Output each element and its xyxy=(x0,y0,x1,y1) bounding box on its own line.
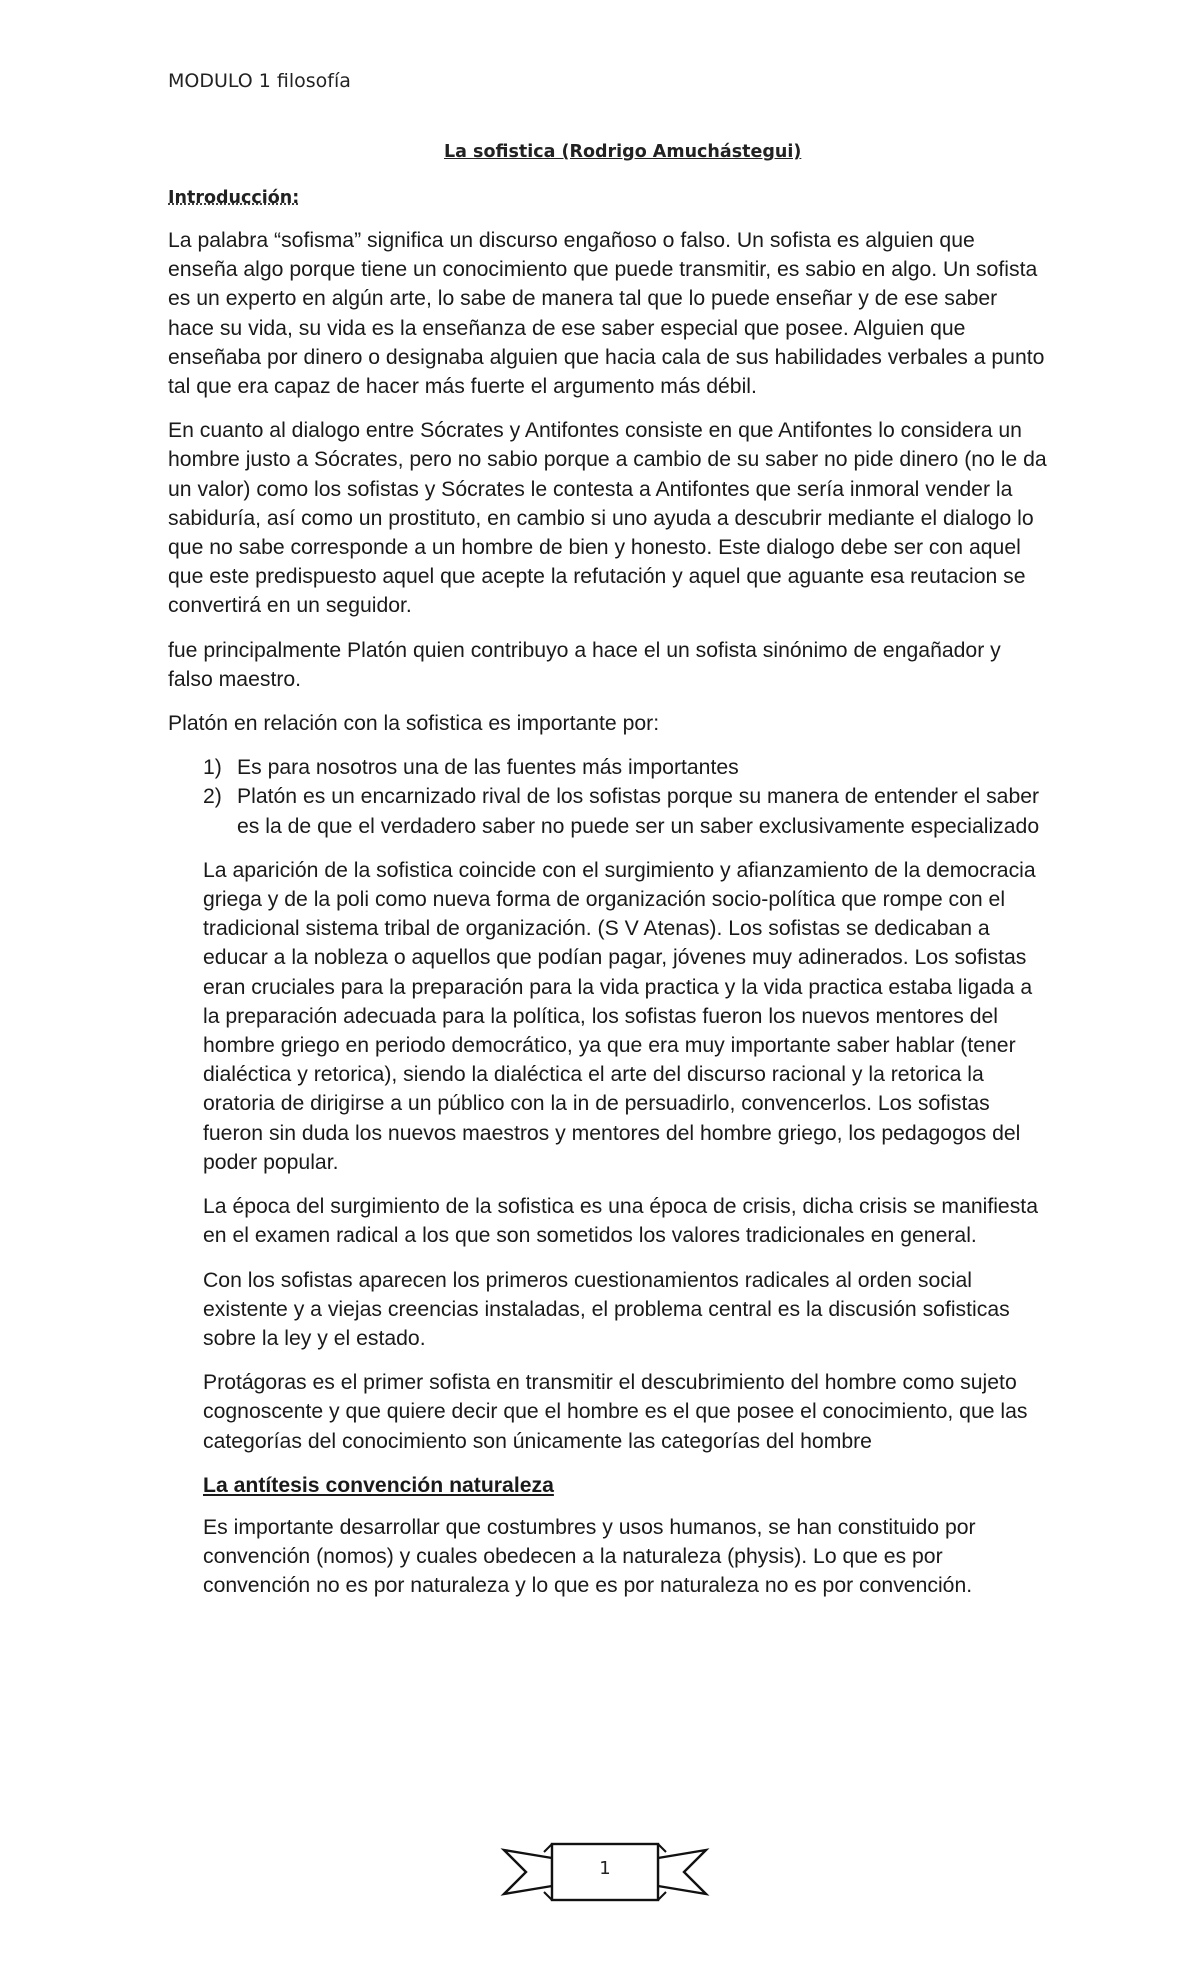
paragraph: La palabra “sofisma” significa un discurso engañoso o falso. Un sofista es alguien que enseña algo porque tiene un conocimiento que puede transmitir, es sabio en algo. Un sofista es un experto en algún arte, lo sabe de manera tal que lo puede enseñar y de ese saber hace su vida, su vida es la enseñanza de ese saber especial que posee. Alguien que enseñaba por dinero o designaba alguien que hacia cala de sus habilidades verbales a punto tal que era capaz de hacer más fuerte el argumento más débil. xyxy=(168,229,1045,399)
list-number: 2) xyxy=(203,785,222,809)
page-number: 1 xyxy=(599,1858,611,1879)
document-body xyxy=(168,226,1048,1616)
list-number: 1) xyxy=(203,756,222,780)
page-number-banner xyxy=(500,1836,710,1908)
paragraph: Es importante desarrollar que costumbres y usos humanos, se han constituido por convención (nomos) y cuales obedecen a la naturaleza (physis). Lo que es por convención no es por naturaleza y lo que es por naturaleza no es por convención. xyxy=(203,1515,976,1598)
section-heading: La antítesis convención naturaleza xyxy=(203,1473,554,1497)
paragraph: La aparición de la sofistica coincide con el surgimiento y afianzamiento de la democracia griega y de la poli como nueva forma de organización socio-política que rompe con el tradicional sistema tribal de organización. (S V Atenas). Los sofistas se dedicaban a educar a la nobleza o aquellos que podían pagar, jóvenes muy adinerados. Los sofistas eran cruciales para la preparación para la vida practica y la vida practica estaba ligada a la preparación adecuada para la política, los sofistas fueron los nuevos mentores del hombre griego en periodo democrático, ya que era muy importante saber hablar (tener dialéctica y retorica), siendo la dialéctica el arte del discurso racional y la retorica la oratoria de dirigirse a un público con la in de persuadirlo, convencerlos. Los sofistas fueron sin duda los nuevos maestros y mentores del hombre griego, los pedagogos del poder popular. xyxy=(203,858,1036,1174)
running-header: MODULO 1 filosofía xyxy=(168,70,351,92)
list-item xyxy=(168,753,1048,782)
numbered-list xyxy=(168,753,1048,841)
paragraph: Con los sofistas aparecen los primeros cuestionamientos radicales al orden social existente y a viejas creencias instaladas, el problema central es la discusión sofisticas sobre la ley y el estado. xyxy=(203,1268,1010,1350)
document-title: La sofistica (Rodrigo Amuchástegui) xyxy=(444,142,802,162)
paragraph: La época del surgimiento de la sofistica es una época de crisis, dicha crisis se manifiesta en el examen radical a los que son sometidos los valores tradicionales en general. xyxy=(203,1195,1038,1248)
paragraph: Platón en relación con la sofistica es importante por: xyxy=(168,712,660,736)
intro-heading: Introducción: xyxy=(168,188,300,208)
paragraph: fue principalmente Platón quien contribuyo a hace el un sofista sinónimo de engañador y falso maestro. xyxy=(168,638,1001,691)
paragraph: Protágoras es el primer sofista en transmitir el descubrimiento del hombre como sujeto cognoscente y que quiere decir que el hombre es el que posee el conocimiento, que las categorías del conocimiento son únicamente las categorías del hombre xyxy=(203,1371,1028,1453)
list-item-text: Platón es un encarnizado rival de los sofistas porque su manera de entender el saber es la de que el verdadero saber no puede ser un saber exclusivamente especializado xyxy=(237,785,1040,838)
paragraph: En cuanto al dialogo entre Sócrates y Antifontes consiste en que Antifontes lo considera un hombre justo a Sócrates, pero no sabio porque a cambio de su saber no pide dinero (no le da un valor) como los sofistas y Sócrates le contesta a Antifontes que sería inmoral vender la sabiduría, así como un prostituto, en cambio si uno ayuda a descubrir mediante el dialogo lo que no sabe corresponde a un hombre de bien y honesto. Este dialogo debe ser con aquel que este predispuesto aquel que acepte la refutación y aquel que aguante esa reutacion se convertirá en un seguidor. xyxy=(168,419,1047,618)
list-item-text: Es para nosotros una de las fuentes más importantes xyxy=(237,756,739,780)
list-item xyxy=(168,782,1048,840)
